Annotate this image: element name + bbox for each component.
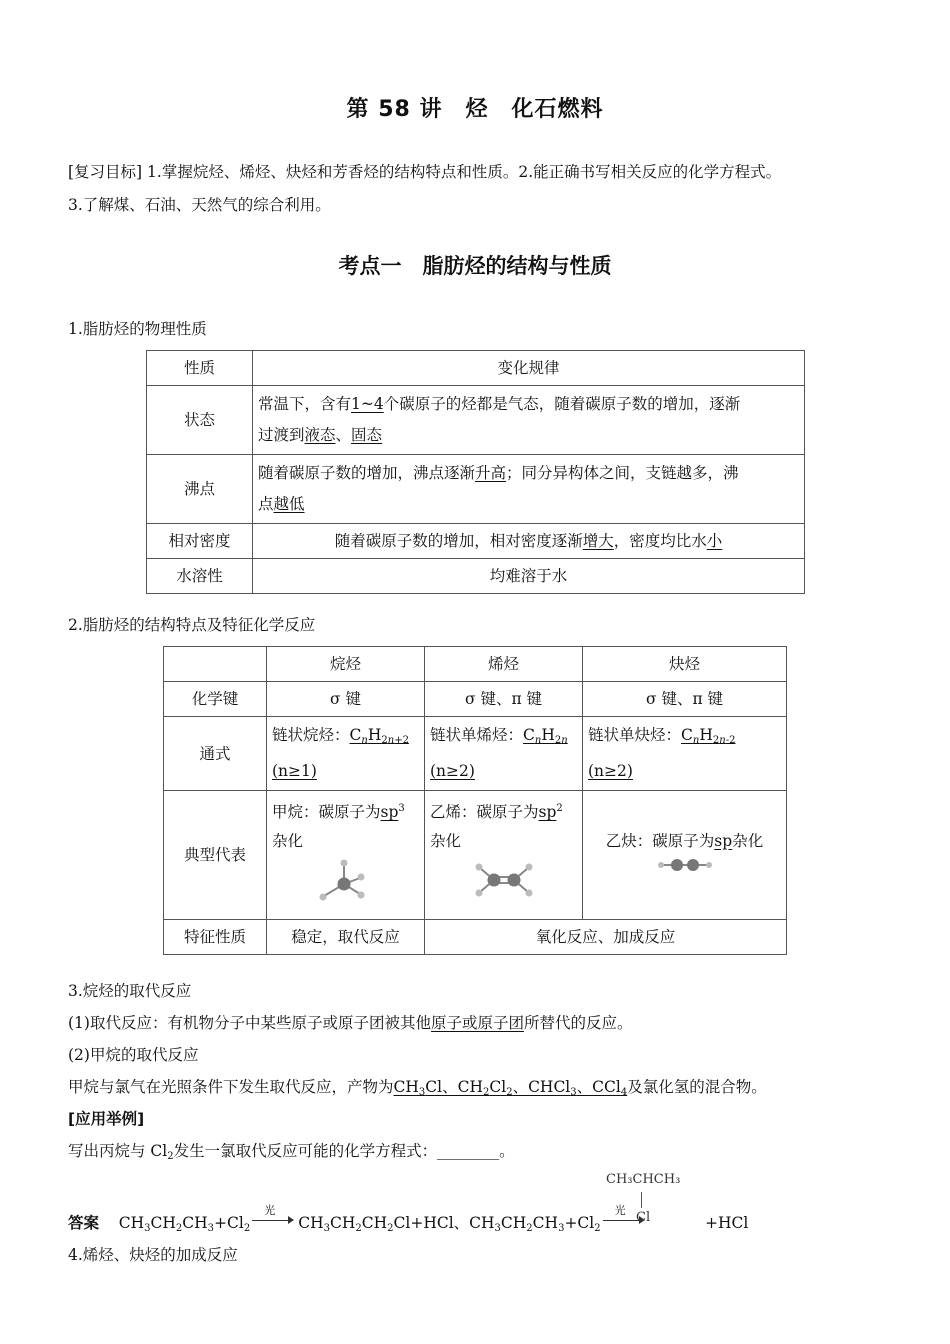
row-label: 水溶性 [147,559,253,594]
cell-text: 链状烷烃： [272,726,350,744]
superscript: 2 [556,803,563,814]
header-cell: 烷烃 [267,647,425,682]
table-cell: 均难溶于水 [253,559,805,594]
cell-text: 乙烯：碳原子为 [430,803,539,821]
table-row [147,351,805,386]
methane-molecule-icon [316,858,376,906]
general-formula: $C_nH_{2n-2}$ [681,726,736,746]
question-text: 写出丙烷与 $Cl_2$发生一氯取代反应可能的化学方程式：________。 [68,1142,515,1162]
table-row [147,559,805,594]
table-cell [583,717,787,791]
cell-text: 甲烷：碳原子为 [272,803,381,821]
row-label: 状态 [147,386,253,455]
reaction-arrow-icon [252,1204,296,1228]
row-label: 典型代表 [164,791,267,920]
body-text: 写出丙烷与 Cl [68,1142,168,1160]
answer-blank: sp [380,803,399,821]
methane-substitution-heading: (2)甲烷的取代反应 [68,1046,199,1064]
cell-text: 链状单炔烃： [588,726,682,744]
answer-blank: 增大 [582,532,614,550]
cell-text: 杂化 [430,832,462,850]
table-row [147,455,805,524]
answer-line [68,1204,649,1240]
part1-heading: 1.脂肪烃的物理性质 [68,320,207,338]
cell-text: 常温下，含有 [258,395,352,413]
review-goals-line2: 3.了解煤、石油、天然气的综合利用。 [68,196,331,214]
review-goals-text1: 1.掌握烷烃、烯烃、炔烃和芳香烃的结构特点和性质。2.能正确书写相关反应的化学方程式。 [147,163,782,181]
cell-text: 杂化 [732,831,764,850]
table-cell [425,717,583,791]
methane-model [272,858,419,916]
cell-text: 过渡到 [258,426,305,444]
body-text: 所替代的反应。 [523,1014,633,1032]
row-label: 相对密度 [147,524,253,559]
body-text: 发生一氯取代反应可能的化学方程式：________。 [173,1142,515,1160]
equation-part2: $CH_3CH_2CH_2Cl+HCl$、$CH_3CH_2CH_3+Cl_2$ [298,1214,601,1234]
table-cell: 稳定，取代反应 [267,920,425,955]
formula-condition: (n≥1) [272,762,317,780]
answer-blank: 固态 [351,426,383,444]
formula-condition: (n≥2) [588,762,633,780]
branch-bond [641,1192,642,1208]
table-cell [253,386,805,455]
row-label: 通式 [164,717,267,791]
table-row [164,920,787,955]
methane-products [68,1076,767,1104]
cell-text: 乙炔：碳原子为 [605,831,715,850]
cell-text: ，密度均比水 [613,532,707,550]
body-text: 及氯化氢的混合物。 [627,1078,767,1096]
cell-text: 随着碳原子数的增加，沸点逐渐 [258,464,476,482]
table-row [147,386,805,455]
cell-text: ；同分异构体之间，支链越多，沸 [506,464,739,482]
arrow-condition: 光 [264,1204,276,1217]
review-goals-label: [复习目标] [68,163,143,181]
apply-example-label: [应用举例] [68,1110,145,1128]
answer-blank: 小 [706,532,723,550]
header-cell: 变化规律 [253,351,805,386]
table-cell: σ 键、π 键 [583,682,787,717]
body-text: (1)取代反应：有机物分子中某些原子或原子团被其他 [68,1014,431,1032]
answer-blank: sp [538,803,557,821]
superscript: 3 [398,803,405,814]
row-label: 化学键 [164,682,267,717]
header-cell: 烯烃 [425,647,583,682]
cell-text: 随着碳原子数的增加，相对密度逐渐 [334,532,583,550]
header-cell: 炔烃 [583,647,787,682]
answer-blank: 越低 [273,495,305,513]
table-row [164,682,787,717]
branch-chlorine: Cl [636,1210,651,1225]
body-text: 甲烷与氯气在光照条件下发生取代反应，产物为 [68,1078,394,1096]
formula-condition: (n≥2) [430,762,475,780]
review-goals-line1 [68,161,781,183]
general-formula: $C_nH_{2n}$ [523,726,568,746]
table-cell [253,524,805,559]
answer-label: 答案 [68,1214,100,1232]
ethylene-molecule-icon [464,858,544,902]
cell-text: 杂化 [272,832,304,850]
table-row [164,647,787,682]
general-formula: $C_nH_{2n+2}$ [349,726,409,746]
header-cell: 性质 [147,351,253,386]
table-cell [425,791,583,920]
cell-text: 点 [258,495,274,513]
header-cell [164,647,267,682]
table-cell [583,791,787,920]
structure-table [163,646,787,955]
answer-blank: 液态 [304,426,336,444]
substitution-definition [68,1012,633,1034]
table-cell [267,791,425,920]
part4-heading: 4.烯烃、炔烃的加成反应 [68,1246,238,1264]
table-cell [253,455,805,524]
table-row [147,524,805,559]
table-cell: σ 键、π 键 [425,682,583,717]
table-row [164,717,787,791]
table-row [164,791,787,920]
cell-text: 链状单烯烃： [430,726,524,744]
answer-blank: 原子或原子团 [430,1014,524,1032]
acetylene-model [588,855,781,884]
part3-heading: 3.烷烃的取代反应 [68,982,192,1000]
row-label: 沸点 [147,455,253,524]
physical-properties-table [146,350,805,594]
cell-text: 、 [335,426,352,444]
page-title: 第 58 讲 烃 化石燃料 [346,97,604,122]
ethylene-model [430,858,577,912]
table-cell: σ 键 [267,682,425,717]
products-answer: $CH_3Cl$、$CH_2Cl_2$、CHCl$_3$、CCl$_4$ [393,1078,628,1098]
equation-end: +HCl [705,1214,749,1232]
branch-formula-top: CH₃CHCH₃ [606,1172,681,1187]
answer-blank: 1~4 [351,395,384,413]
equation-part1: $CH_3CH_2CH_3+Cl_2$ [118,1214,251,1234]
table-cell [267,717,425,791]
section-title: 考点一 脂肪烃的结构与性质 [338,254,612,278]
arrow-condition: 光 [614,1204,626,1217]
part2-heading: 2.脂肪烃的结构特点及特征化学反应 [68,616,316,634]
row-label: 特征性质 [164,920,267,955]
acetylene-molecule-icon [655,855,715,875]
reaction-arrow-icon [603,1204,647,1228]
cell-text: 个碳原子的烃都是气态，随着碳原子数的增加，逐渐 [383,395,741,413]
table-cell: 氧化反应、加成反应 [425,920,787,955]
answer-blank: 升高 [475,464,507,482]
answer-blank: sp [714,831,733,850]
